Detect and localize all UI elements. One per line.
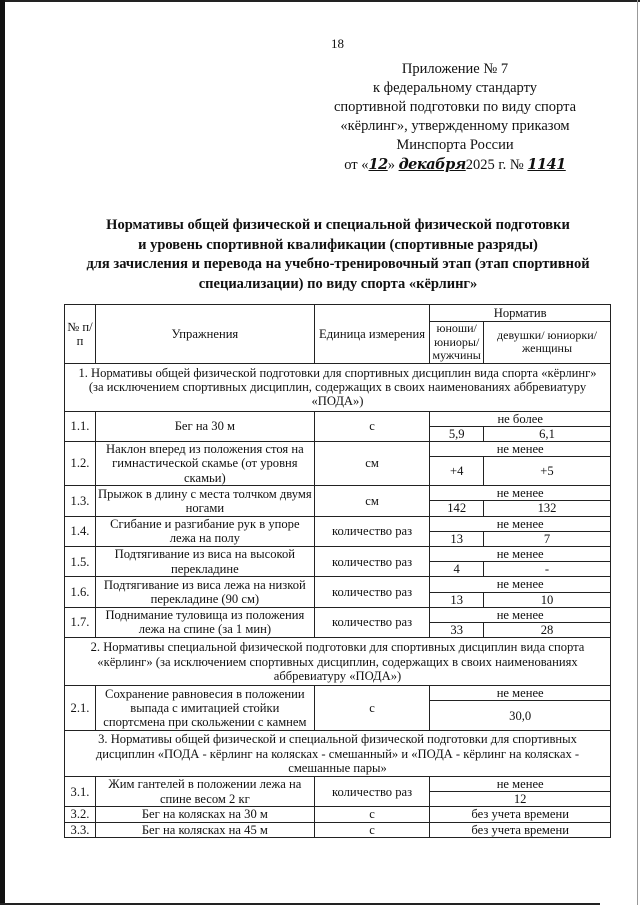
row-num: 3.3. [65, 822, 96, 837]
row-unit: с [314, 822, 430, 837]
scan-edge-top [0, 0, 640, 2]
table-row [65, 546, 611, 561]
title-line: Нормативы общей физической и специальной физической подготовки [106, 217, 570, 233]
header-num: № п/п [65, 305, 96, 364]
row-num: 1.6. [65, 577, 96, 607]
table-row [65, 577, 611, 592]
title-line: и уровень спортивной квалификации (спортивные разряды) [138, 236, 538, 253]
table-row [65, 411, 611, 426]
value-female: 7 [484, 531, 611, 546]
value-all: без учета времени [430, 822, 611, 837]
row-exercise: Жим гантелей в положении лежа на спине весом 2 кг [95, 776, 314, 806]
header-unit: Единица измерения [314, 305, 430, 364]
header-norm: Норматив [430, 305, 611, 322]
row-unit: см [314, 441, 430, 485]
row-num: 3.1. [65, 776, 96, 806]
row-unit: количество раз [314, 577, 430, 607]
row-unit: с [314, 411, 430, 441]
order-prefix: от « [344, 157, 369, 173]
section-title: 2. Нормативы специальной физической подготовки для спортивных дисциплин вида спорта «кёрлинг» (за исключением спортивных дисциплин, содержащих в своих наименованиях аббревиатуру «ПОДА») [90, 640, 585, 683]
scan-edge-left [0, 0, 5, 905]
row-qualifier: не менее [430, 516, 611, 531]
value-male: +4 [430, 457, 484, 486]
section-row [65, 731, 611, 777]
value-male: 4 [430, 562, 484, 577]
row-qualifier: не менее [430, 686, 611, 701]
order-line [330, 155, 580, 175]
row-exercise: Бег на 30 м [95, 411, 314, 441]
row-exercise: Сгибание и разгибание рук в упоре лежа на полу [95, 516, 314, 546]
row-unit: количество раз [314, 776, 430, 806]
value-female: 10 [484, 592, 611, 607]
row-exercise: Сохранение равновесия в положении выпада с имитацией стойки спортсмена при скольжении с камнем [95, 686, 314, 731]
value-male: 142 [430, 501, 484, 516]
header-exercise: Упражнения [95, 305, 314, 364]
header-male: юноши/ юниоры/ мужчины [430, 322, 484, 364]
table-row [65, 822, 611, 837]
row-unit: количество раз [314, 607, 430, 637]
table-row [65, 686, 611, 701]
value-female: 132 [484, 501, 611, 516]
section-title: 1. Нормативы общей физической подготовки для спортивных дисциплин вида спорта «кёрлинг» (за исключением спортивных дисциплин, содержащих в своих наименованиях аббревиатуру «ПОДА») [78, 365, 597, 409]
row-num: 1.5. [65, 546, 96, 576]
row-exercise: Подтягивание из виса на высокой перекладине [95, 546, 314, 576]
value-male: 13 [430, 531, 484, 546]
table-row [65, 776, 611, 791]
row-exercise: Прыжок в длину с места толчком двумя ногами [95, 486, 314, 516]
row-unit: см [314, 486, 430, 516]
row-num: 1.7. [65, 607, 96, 637]
appendix-line: Приложение № 7 [401, 61, 509, 77]
value-male: 13 [430, 592, 484, 607]
row-num: 1.2. [65, 441, 96, 485]
value-female: - [484, 562, 611, 577]
appendix-header [330, 60, 580, 175]
row-num: 2.1. [65, 686, 96, 731]
page-number: 18 [331, 36, 344, 51]
row-unit: количество раз [314, 546, 430, 576]
row-exercise: Бег на колясках на 30 м [95, 807, 314, 822]
row-num: 1.3. [65, 486, 96, 516]
row-exercise: Поднимание туловища из положения лежа на спине (за 1 мин) [95, 607, 314, 637]
row-exercise: Подтягивание из виса лежа на низкой перекладине (90 см) [95, 577, 314, 607]
table-row [65, 486, 611, 501]
row-qualifier: не менее [430, 441, 611, 456]
row-unit: количество раз [314, 516, 430, 546]
row-qualifier: не более [430, 411, 611, 426]
row-unit: с [314, 807, 430, 822]
value-female: +5 [484, 457, 611, 486]
value-all: 12 [430, 792, 611, 807]
table-row [65, 607, 611, 622]
value-female: 28 [484, 622, 611, 637]
row-exercise: Наклон вперед из положения стоя на гимнастической скамье (от уровня скамьи) [95, 441, 314, 485]
value-female: 6,1 [484, 426, 611, 441]
scan-edge-right [637, 0, 638, 905]
row-qualifier: не менее [430, 607, 611, 622]
order-year: 2025 г. № [465, 157, 528, 173]
document-title [64, 216, 612, 294]
order-mid: » [387, 157, 399, 173]
title-line: для зачисления и перевода на учебно-тренировочный этап (этап спортивной [86, 256, 590, 272]
value-all: без учета времени [430, 807, 611, 822]
row-qualifier: не менее [430, 577, 611, 592]
appendix-line: к федеральному стандарту [373, 80, 537, 96]
row-num: 1.4. [65, 516, 96, 546]
table-header-row [65, 305, 611, 322]
norms-table [64, 304, 611, 838]
appendix-line: спортивной подготовки по виду спорта [333, 99, 577, 115]
section-title: 3. Нормативы общей физической и специальной физической подготовки для спортивных дисциплин «ПОДА - кёрлинг на колясках - смешанный» и «ПОДА - кёрлинг на колясках - смешанные пары» [95, 732, 580, 775]
row-qualifier: не менее [430, 546, 611, 561]
table-row [65, 807, 611, 822]
row-qualifier: не менее [430, 776, 611, 791]
order-month-handwritten: декабря [398, 156, 466, 173]
section-row [65, 363, 611, 411]
row-exercise: Бег на колясках на 45 м [95, 822, 314, 837]
appendix-line: Минспорта России [396, 137, 514, 153]
value-all: 30,0 [430, 701, 611, 731]
value-male: 5,9 [430, 426, 484, 441]
value-male: 33 [430, 622, 484, 637]
order-number-handwritten: 1141 [527, 156, 566, 173]
order-day-handwritten: 12 [368, 156, 388, 173]
row-qualifier: не менее [430, 486, 611, 501]
title-line: специализации) по виду спорта «кёрлинг» [198, 275, 478, 292]
table-row [65, 516, 611, 531]
table-row [65, 441, 611, 456]
row-num: 3.2. [65, 807, 96, 822]
appendix-line: «кёрлинг», утвержденному приказом [340, 118, 570, 134]
row-unit: с [314, 686, 430, 731]
row-num: 1.1. [65, 411, 96, 441]
section-row [65, 638, 611, 686]
header-female: девушки/ юниорки/ женщины [484, 322, 611, 364]
